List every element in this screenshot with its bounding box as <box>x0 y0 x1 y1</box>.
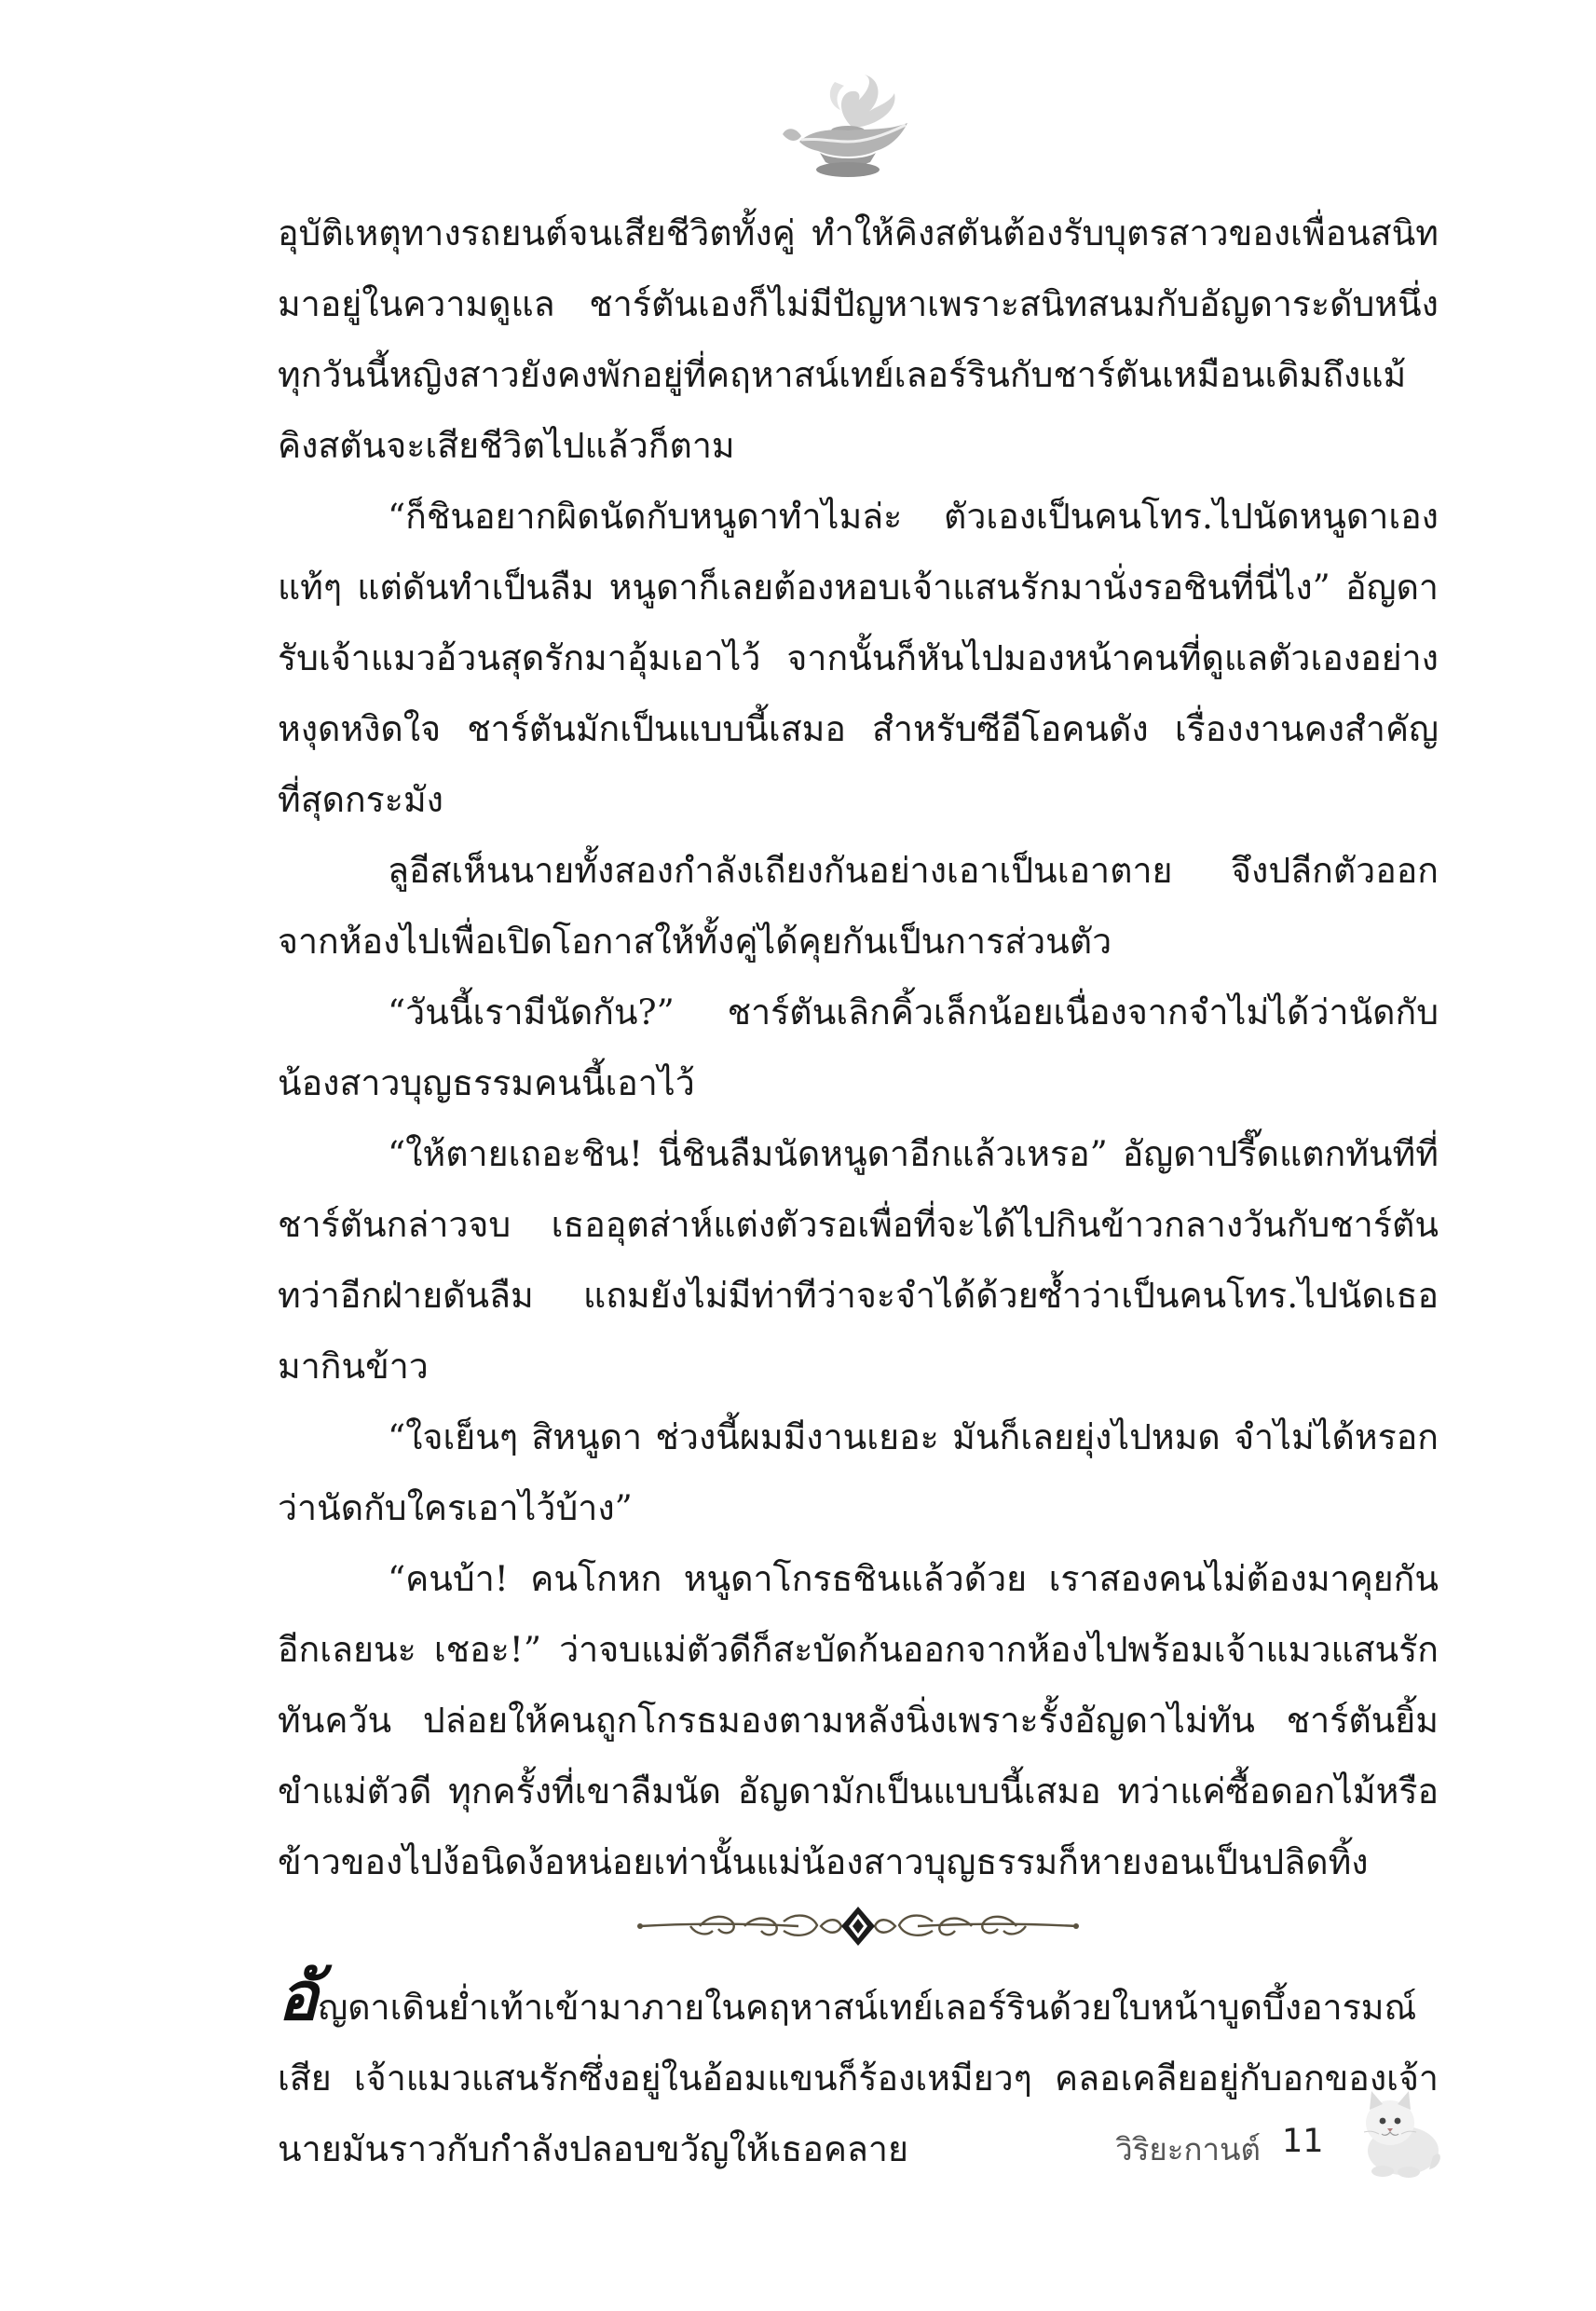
paragraph: “ก็ชินอยากผิดนัดกับหนูดาทำไมล่ะ ตัวเองเป็นคนโทร.ไปนัดหนูดาเองแท้ๆ แต่ดันทำเป็นลืม หนูดาก็เลยต้องหอบเจ้าแสนรักมานั่งรอชินที่นี่ไง” อัญดารับเจ้าแมวอ้วนสุดรักมาอุ้มเอาไว้ จากนั้นก็หันไปมองหน้าคนที่ดูแลตัวเองอย่างหงุดหงิดใจ ชาร์ตันมักเป็นแบบนี้เสมอ สำหรับซีอีโอคนดัง เรื่องงานคงสำคัญที่สุดกระมัง <box>278 496 1439 820</box>
paragraph: “คนบ้า! คนโกหก หนูดาโกรธชินแล้วด้วย เราสองคนไม่ต้องมาคุยกันอีกเลยนะ เชอะ!” ว่าจบแม่ตัวดีก็สะบัดก้นออกจากห้องไปพร้อมเจ้าแมวแสนรักทันควัน ปล่อยให้คนถูกโกรธมองตามหลังนิ่งเพราะรั้งอัญดาไม่ทัน ชาร์ตันยิ้มขำแม่ตัวดี ทุกครั้งที่เขาลืมนัด อัญดามักเป็นแบบนี้เสมอ ทว่าแค่ซื้อดอกไม้หรือข้าวของไปง้อนิดง้อหน่อยเท่านั้นแม่น้องสาวบุญธรรมก็หายงอนเป็นปลิดทิ้ง <box>278 1558 1439 1882</box>
magic-lamp-icon <box>779 73 919 183</box>
book-title: วิริยะกานต์ <box>1115 2131 1261 2167</box>
paragraph: “ให้ตายเถอะชิน! นี่ชินลืมนัดหนูดาอีกแล้วเหรอ” อัญดาปรี๊ดแตกทันทีที่ชาร์ตันกล่าวจบ เธออุตส่าห์แต่งตัวรอเพื่อที่จะได้ไปกินข้าวกลางวันกับชาร์ตัน ทว่าอีกฝ่ายดันลืม แถมยังไม่มีท่าทีว่าจะจำได้ด้วยซ้ำว่าเป็นคนโทร.ไปนัดเธอมากินข้าว <box>278 1133 1439 1387</box>
paragraph: “ใจเย็นๆ สิหนูดา ช่วงนี้ผมมีงานเยอะ มันก็เลยยุ่งไปหมด จำไม่ได้หรอกว่านัดกับใครเอาไว้บ้าง” <box>278 1416 1439 1528</box>
persian-cat-icon <box>1355 2085 1444 2179</box>
paragraph: “วันนี้เรามีนัดกัน?” ชาร์ตันเลิกคิ้วเล็กน้อยเนื่องจากจำไม่ได้ว่านัดกับน้องสาวบุญธรรมคนนี้เอาไว้ <box>278 991 1439 1103</box>
paragraph: ลูอีสเห็นนายทั้งสองกำลังเถียงกันอย่างเอาเป็นเอาตาย จึงปลีกตัวออกจากห้องไปเพื่อเปิดโอกาสให้ทั้งคู่ได้คุยกันเป็นการส่วนตัว <box>278 850 1439 962</box>
body-text <box>278 198 1439 2184</box>
section-opening-paragraph <box>278 1956 1439 2184</box>
section-opening-text: ญดาเดินย่ำเท้าเข้ามาภายในคฤหาสน์เทย์เลอร์รินด้วยใบหน้าบูดบึ้งอารมณ์เสีย เจ้าแมวแสนรักซึ่งอยู่ในอ้อมแขนก็ร้องเหมียวๆ คลอเคลียอยู่กับอกของเจ้านายมันราวกับกำลังปลอบขวัญให้เธอคลาย <box>278 1987 1439 2169</box>
paragraph: อุบัติเหตุทางรถยนต์จนเสียชีวิตทั้งคู่ ทำให้คิงสตันต้องรับบุตรสาวของเพื่อนสนิทมาอยู่ในความดูแล ชาร์ตันเองก็ไม่มีปัญหาเพราะสนิทสนมกับอัญดาระดับหนึ่ง ทุกวันนี้หญิงสาวยังคงพักอยู่ที่คฤหาสน์เทย์เลอร์รินกับชาร์ตันเหมือนเดิมถึงแม้คิงสตันจะเสียชีวิตไปแล้วก็ตาม <box>278 212 1439 466</box>
ornamental-divider-icon <box>634 1903 1082 1949</box>
drop-cap: อั <box>278 1956 319 2035</box>
page-number: 11 <box>1282 2123 1324 2160</box>
